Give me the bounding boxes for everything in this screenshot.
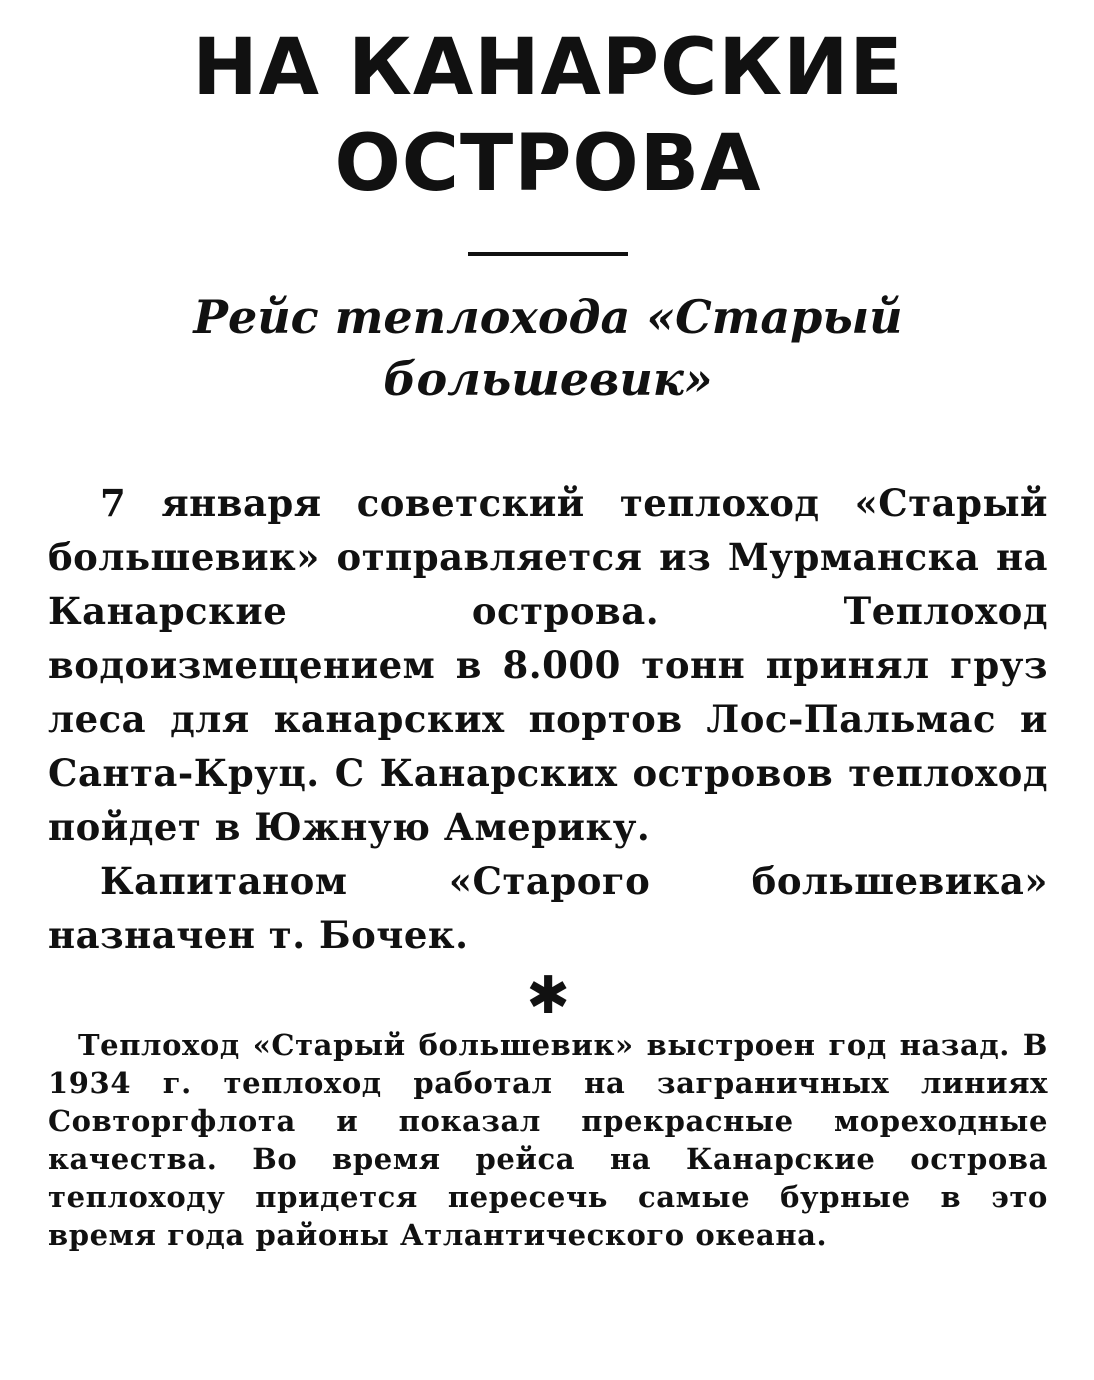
news-article [48,20,1048,1254]
subheadline-line-2: большевик» [383,352,713,406]
divider-rule [468,252,628,256]
subheadline [138,286,958,410]
headline [48,20,1048,212]
headline-line-1: НА КАНАРСКИЕ [192,23,904,113]
asterisk-separator-icon: ✱ [526,966,570,1026]
headline-line-2: ОСТРОВА [334,119,762,209]
subheadline-line-1: Рейс теплохода «Старый [193,290,903,344]
paragraph-captain: Капитаном «Старого большевика» назначен т. Бочек. [48,859,1048,957]
article-body [48,476,1048,962]
background-note: Теплоход «Старый большевик» выстроен год назад. В 1934 г. теплоход работал на заграничных линиях Совторгфлота и показал прекрасные мореходные качества. Во время рейса на Канарские острова теплоходу придется пересечь самые бурные в это время года районы Атлантического океана. [48,1028,1048,1252]
paragraph-departure: 7 января советский теплоход «Старый большевик» отправляется из Мурманска на Канарские острова. Теплоход водоизмещением в 8.000 тонн принял груз леса для канарских портов Лос-Пальмас и Санта-Круц. С Канарских островов теплоход пойдет в Южную Америку. [48,481,1048,849]
